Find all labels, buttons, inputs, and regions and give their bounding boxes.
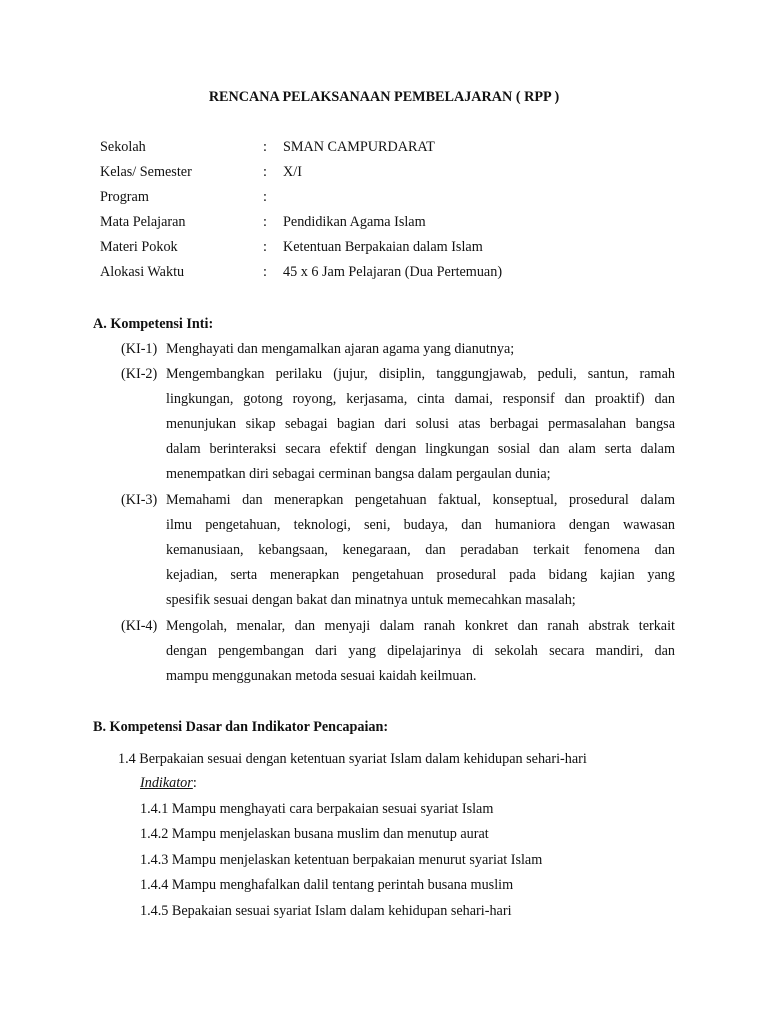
identity-value: 45 x 6 Jam Pelajaran (Dua Pertemuan) — [283, 264, 503, 280]
kd-item: 1.4 Berpakaian sesuai dengan ketentuan syariat Islam dalam kehidupan sehari-hari — [118, 751, 587, 767]
section-a-heading: A. Kompetensi Inti: — [93, 316, 214, 332]
identity-label: Program — [100, 189, 149, 205]
ki-code: (KI-4) — [121, 618, 158, 634]
ki-code: (KI-2) — [121, 366, 158, 382]
ki-text-line: lingkungan, gotong royong, kerjasama, cinta damai, responsif dan proaktif) dan — [166, 391, 675, 407]
ki-code: (KI-3) — [121, 492, 158, 508]
document-title: RENCANA PELAKSANAAN PEMBELAJARAN ( RPP ) — [208, 89, 560, 105]
ki-text-line: Mengembangkan perilaku (jujur, disiplin, tanggungjawab, peduli, santun, ramah — [166, 366, 675, 382]
indicator-item: 1.4.5 Bepakaian sesuai syariat Islam dalam kehidupan sehari-hari — [140, 903, 512, 919]
identity-label: Mata Pelajaran — [100, 214, 186, 230]
ki-text-line: Mengolah, menalar, dan menyaji dalam ranah konkret dan ranah abstrak terkait — [166, 618, 675, 634]
ki-text-line: dengan pengembangan dari yang dipelajarinya di sekolah secara mandiri, dan — [166, 643, 675, 659]
identity-label: Sekolah — [100, 139, 146, 155]
indicator-item: 1.4.1 Mampu menghayati cara berpakaian sesuai syariat Islam — [140, 801, 494, 817]
ki-text-line: Menghayati dan mengamalkan ajaran agama yang dianutnya; — [166, 341, 515, 357]
ki-text-line: kejadian, serta menerapkan pengetahuan prosedural pada bidang kajian yang — [166, 567, 675, 583]
indicator-item: 1.4.2 Mampu menjelaskan busana muslim dan menutup aurat — [140, 826, 489, 842]
ki-text-line: Memahami dan menerapkan pengetahuan faktual, konseptual, prosedural dalam — [166, 492, 675, 508]
ki-text-line: kemanusiaan, kebangsaan, kenegaraan, dan peradaban terkait fenomena dan — [166, 542, 675, 558]
identity-colon: : — [263, 139, 267, 155]
identity-value: Ketentuan Berpakaian dalam Islam — [283, 239, 483, 255]
section-b-heading: B. Kompetensi Dasar dan Indikator Pencapaian: — [93, 719, 389, 735]
indicator-label — [140, 774, 197, 792]
identity-colon: : — [263, 264, 267, 280]
identity-value: SMAN CAMPURDARAT — [283, 139, 435, 155]
indicator-label-text: Indikator — [140, 775, 193, 791]
identity-label: Kelas/ Semester — [100, 164, 192, 180]
identity-colon: : — [263, 189, 267, 205]
identity-colon: : — [263, 239, 267, 255]
indicator-item: 1.4.4 Mampu menghafalkan dalil tentang perintah busana muslim — [140, 877, 514, 893]
indicator-item: 1.4.3 Mampu menjelaskan ketentuan berpakaian menurut syariat Islam — [140, 852, 543, 868]
ki-text-line: dalam berinteraksi secara efektif dengan lingkungan sosial dan alam serta dalam — [166, 441, 675, 457]
identity-colon: : — [263, 164, 267, 180]
ki-code: (KI-1) — [121, 341, 158, 357]
ki-text-line: menempatkan diri sebagai cerminan bangsa dalam pergaulan dunia; — [166, 466, 551, 482]
identity-value: X/I — [283, 164, 302, 180]
ki-text-line: ilmu pengetahuan, teknologi, seni, budaya, dan humaniora dengan wawasan — [166, 517, 675, 533]
ki-text-line: mampu menggunakan metoda sesuai kaidah keilmuan. — [166, 668, 477, 684]
ki-text-line: menunjukan sikap sebagai bagian dari solusi atas berbagai permasalahan bangsa — [166, 416, 675, 432]
indicator-label-colon: : — [192, 775, 197, 791]
identity-label: Materi Pokok — [100, 239, 178, 255]
identity-label: Alokasi Waktu — [100, 264, 185, 280]
ki-text-line: spesifik sesuai dengan bakat dan minatnya untuk memecahkan masalah; — [166, 592, 576, 608]
identity-value: Pendidikan Agama Islam — [283, 214, 426, 230]
identity-colon: : — [263, 214, 267, 230]
